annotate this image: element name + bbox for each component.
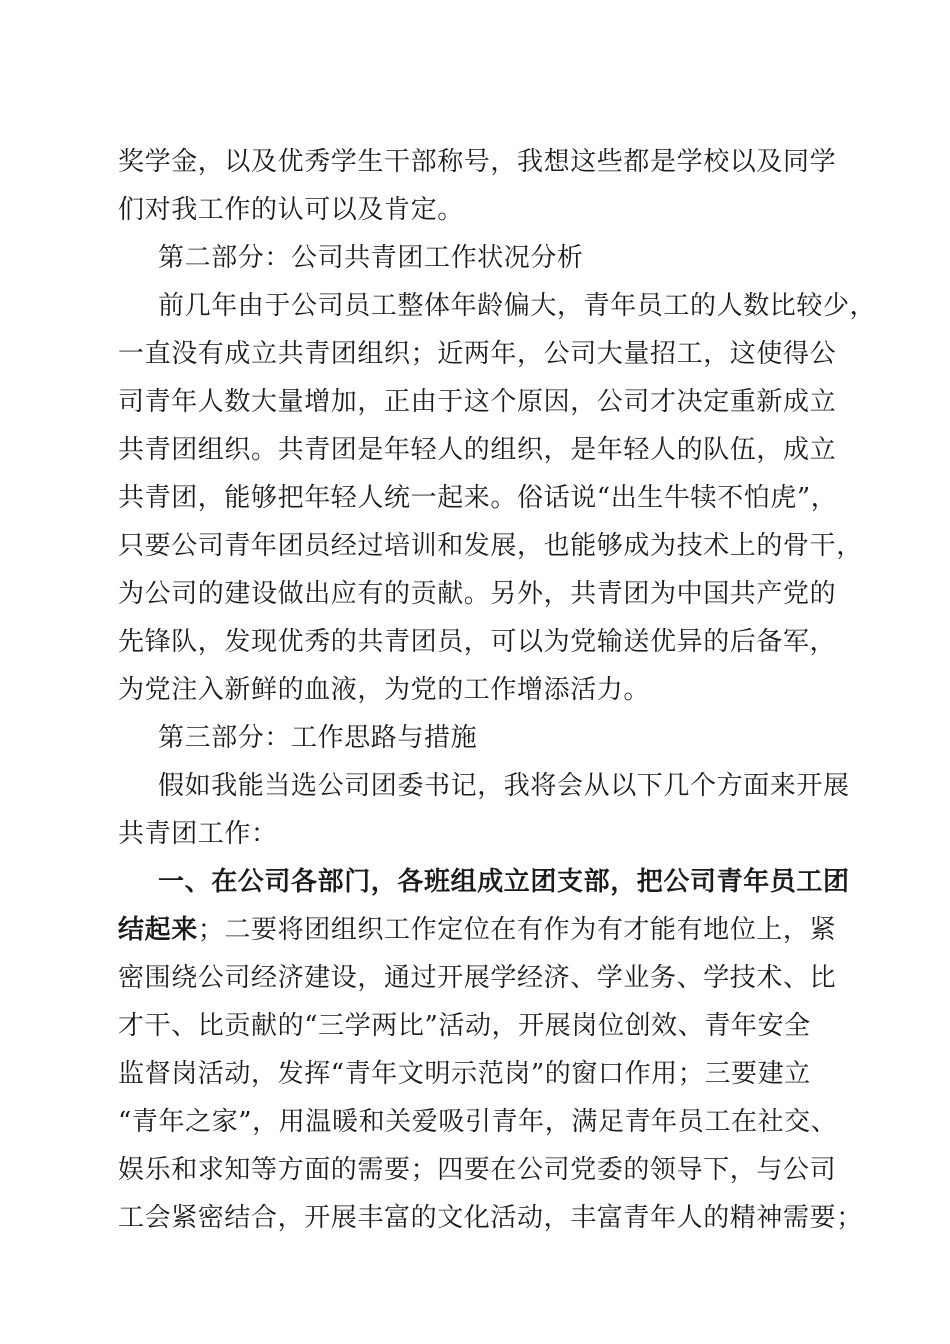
paragraph-line: 司青年人数大量增加，正由于这个原因，公司才决定重新成立 xyxy=(118,387,837,417)
paragraph-line: 共青团组织。共青团是年轻人的组织，是年轻人的队伍，成立 xyxy=(118,435,837,465)
bold-item-heading: 一、在公司各部门，各班组成立团支部，把公司青年员工团 xyxy=(158,867,850,897)
paragraph-line: 只要公司青年团员经过培训和发展，也能够成为技术上的骨干， xyxy=(118,531,863,561)
paragraph-line: 工会紧密结合，开展丰富的文化活动，丰富青年人的精神需要； xyxy=(118,1203,863,1233)
paragraph-line: 为公司的建设做出应有的贡献。另外，共青团为中国共产党的 xyxy=(118,579,837,609)
paragraph-line: 奖学金，以及优秀学生干部称号，我想这些都是学校以及同学 xyxy=(118,147,837,177)
paragraph-line: 假如我能当选公司团委书记，我将会从以下几个方面来开展 xyxy=(158,771,850,801)
paragraph-line: 先锋队，发现优秀的共青团员，可以为党输送优异的后备军， xyxy=(118,627,837,657)
paragraph-line: 们对我工作的认可以及肯定。 xyxy=(118,195,464,225)
bold-item-heading-end: 结起来 xyxy=(118,915,198,945)
paragraph-line: 一直没有成立共青团组织；近两年，公司大量招工，这使得公 xyxy=(118,339,837,369)
paragraph-line: “青年之家”，用温暖和关爱吸引青年，满足青年员工在社交、 xyxy=(118,1107,838,1137)
paragraph-line: 共青团，能够把年轻人统一起来。俗话说“出生牛犊不怕虎”， xyxy=(118,483,838,513)
paragraph-line xyxy=(118,914,838,946)
section-heading-3: 第三部分：工作思路与措施 xyxy=(158,723,478,753)
paragraph-line: 前几年由于公司员工整体年龄偏大，青年员工的人数比较少， xyxy=(158,291,877,321)
paragraph-text: ；二要将团组织工作定位在有作为有才能有地位上，紧 xyxy=(197,915,837,945)
paragraph-line: 才干、比贡献的“三学两比”活动，开展岗位创效、青年安全 xyxy=(118,1011,811,1041)
section-heading-2: 第二部分：公司共青团工作状况分析 xyxy=(158,243,584,273)
paragraph-line: 为党注入新鲜的血液，为党的工作增添活力。 xyxy=(118,675,651,705)
paragraph-line: 监督岗活动，发挥“青年文明示范岗”的窗口作用；三要建立 xyxy=(118,1059,811,1089)
paragraph-line: 密围绕公司经济建设，通过开展学经济、学业务、学技术、比 xyxy=(118,963,837,993)
paragraph-line: 共青团工作： xyxy=(118,819,278,849)
paragraph-line: 娱乐和求知等方面的需要；四要在公司党委的领导下，与公司 xyxy=(118,1155,837,1185)
